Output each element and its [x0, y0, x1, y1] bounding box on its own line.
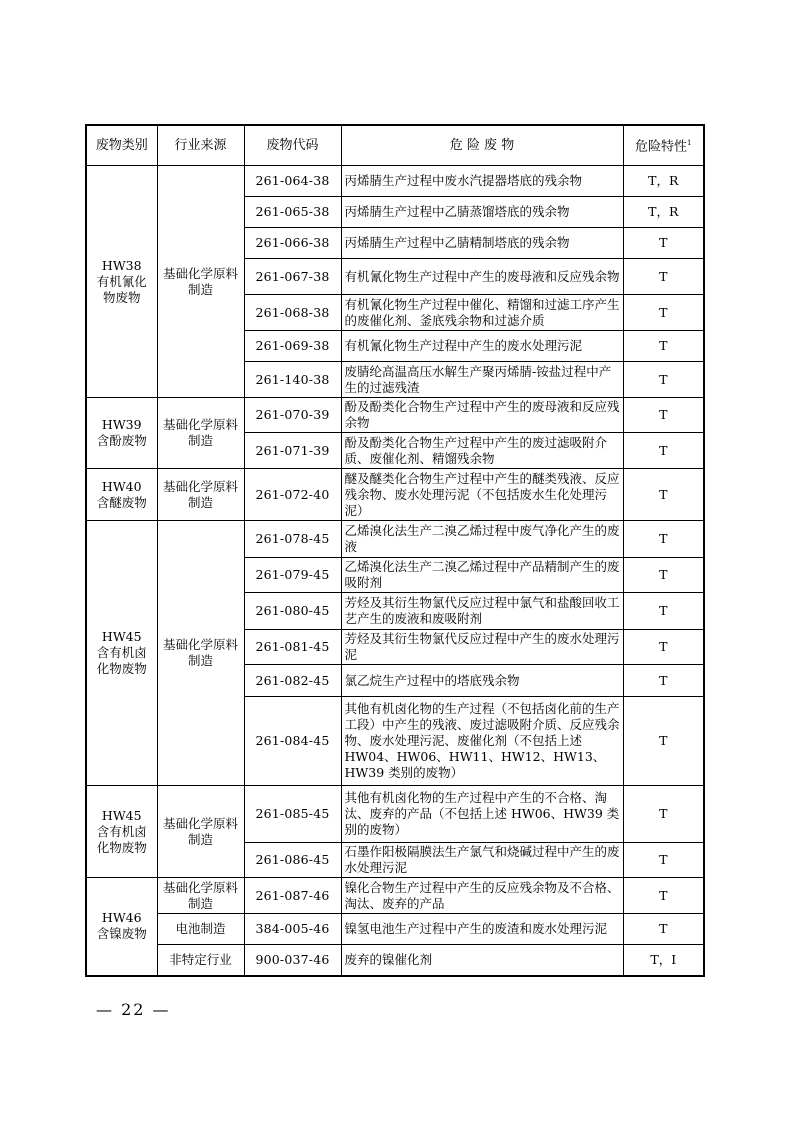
hazard-property-cell: T: [623, 469, 704, 521]
cell-line: HW45: [101, 629, 142, 644]
waste-code-cell: 261-070-39: [244, 398, 341, 433]
waste-description-cell: 丙烯腈生产过程中乙腈蒸馏塔底的残余物: [341, 197, 623, 228]
cell-line: 基础化学原料: [162, 265, 238, 281]
waste-category-cell: [86, 878, 157, 976]
waste-description-cell: 丙烯腈生产过程中废水汽提器塔底的残余物: [341, 166, 623, 197]
hazard-property-cell: T，R: [623, 197, 704, 228]
waste-code-cell: 261-071-39: [244, 433, 341, 469]
cell-line: 含镍废物: [96, 926, 147, 942]
cell-line: 制造: [187, 281, 213, 297]
waste-code-cell: 261-081-45: [244, 630, 341, 665]
waste-description-cell: 芳烃及其衍生物氯代反应过程中氯气和盐酸回收工艺产生的废液和废吸附剂: [341, 593, 623, 630]
waste-category-cell: [86, 469, 157, 521]
waste-description-cell: 醚及醚类化合物生产过程中产生的醚类残液、反应残余物、废水处理污泥（不包括废水生化处理污泥）: [341, 469, 623, 521]
table-row: [86, 914, 704, 945]
industry-source-cell: [157, 914, 244, 945]
cell-line: 含醚废物: [96, 494, 147, 510]
hazardous-waste-table: [85, 124, 705, 977]
cell-line: 基础化学原料: [162, 815, 238, 831]
hazard-property-cell: T: [623, 786, 704, 843]
hazard-property-cell: T: [623, 433, 704, 469]
cell-line: 制造: [187, 433, 213, 448]
waste-code-cell: 261-085-45: [244, 786, 341, 843]
waste-category-cell: [86, 786, 157, 878]
cell-line: HW40: [101, 478, 142, 494]
industry-source-cell: [157, 398, 244, 469]
waste-code-cell: 261-072-40: [244, 469, 341, 521]
cell-line: 有机氰化: [96, 273, 147, 289]
waste-code-cell: 261-140-38: [244, 362, 341, 398]
waste-code-cell: 261-084-45: [244, 697, 341, 786]
waste-code-cell: 261-087-46: [244, 878, 341, 914]
footnote-marker: 1: [687, 139, 692, 148]
waste-description-cell: 废腈纶高温高压水解生产聚丙烯腈-铵盐过程中产生的过滤残渣: [341, 362, 623, 398]
hazard-property-cell: T: [623, 398, 704, 433]
waste-code-cell: 261-079-45: [244, 558, 341, 593]
hazard-property-cell: T: [623, 228, 704, 259]
header-code: 废物代码: [244, 125, 341, 166]
hazard-property-cell: T: [623, 914, 704, 945]
cell-line: 化物废物: [96, 661, 147, 676]
waste-description-cell: 镍氢电池生产过程中产生的废渣和废水处理污泥: [341, 914, 623, 945]
waste-description-cell: 镍化合物生产过程中产生的反应残余物及不合格、淘汰、废弃的产品: [341, 878, 623, 914]
industry-source-cell: [157, 945, 244, 976]
table-row: [86, 945, 704, 976]
industry-source-cell: [157, 878, 244, 914]
cell-line: 基础化学原料: [162, 637, 238, 652]
hazard-property-cell: T: [623, 295, 704, 331]
cell-line: 化物废物: [96, 839, 147, 855]
industry-source-cell: [157, 521, 244, 786]
cell-line: 物废物: [102, 289, 141, 305]
header-industry: 行业来源: [157, 125, 244, 166]
cell-line: HW46: [101, 910, 142, 926]
waste-code-cell: 384-005-46: [244, 914, 341, 945]
waste-description-cell: 石墨作阳极隔膜法生产氯气和烧碱过程中产生的废水处理污泥: [341, 843, 623, 878]
hazard-property-cell: T: [623, 558, 704, 593]
waste-description-cell: 氯乙烷生产过程中的塔底残余物: [341, 665, 623, 697]
waste-description-cell: 芳烃及其衍生物氯代反应过程中产生的废水处理污泥: [341, 630, 623, 665]
hazard-property-cell: T: [623, 331, 704, 362]
waste-code-cell: 261-078-45: [244, 521, 341, 558]
waste-description-cell: 有机氰化物生产过程中催化、精馏和过滤工序产生的废催化剂、釜底残余物和过滤介质: [341, 295, 623, 331]
header-category: 废物类别: [86, 125, 157, 166]
hazard-property-cell: T: [623, 259, 704, 295]
waste-description-cell: 其他有机卤化物的生产过程中产生的不合格、淘汰、废弃的产品（不包括上述 HW06、HW39 类别的废物）: [341, 786, 623, 843]
waste-description-cell: 丙烯腈生产过程中乙腈精制塔底的残余物: [341, 228, 623, 259]
cell-line: 基础化学原料: [162, 478, 238, 494]
waste-description-cell: 乙烯溴化法生产二溴乙烯过程中产品精制产生的废吸附剂: [341, 558, 623, 593]
waste-description-cell: 有机氰化物生产过程中产生的废母液和反应残余物: [341, 259, 623, 295]
waste-category-cell: [86, 521, 157, 786]
hazard-property-cell: T，R: [623, 166, 704, 197]
waste-description-cell: 酚及酚类化合物生产过程中产生的废过滤吸附介质、废催化剂、精馏残余物: [341, 433, 623, 469]
table-row: [86, 878, 704, 914]
header-property: 危险特性$^1$: [623, 125, 704, 166]
industry-source-cell: [157, 786, 244, 878]
cell-line: 制造: [187, 831, 213, 847]
waste-code-cell: 261-069-38: [244, 331, 341, 362]
hazard-property-cell: T，I: [623, 945, 704, 976]
waste-code-cell: 900-037-46: [244, 945, 341, 976]
table-row: [86, 398, 704, 433]
waste-category-cell: [86, 398, 157, 469]
waste-code-cell: 261-064-38: [244, 166, 341, 197]
cell-line: 含有机卤: [96, 645, 147, 660]
table-row: [86, 469, 704, 521]
table-row: [86, 521, 704, 558]
cell-line: 制造: [187, 653, 213, 668]
hazard-property-cell: T: [623, 878, 704, 914]
table-row: [86, 166, 704, 197]
waste-description-cell: 其他有机卤化物的生产过程（不包括卤化前的生产工段）中产生的残液、废过滤吸附介质、反应残余物、废水处理污泥、废催化剂（不包括上述HW04、HW06、HW11、HW12、HW13、HW39 类别的废物）: [341, 697, 623, 786]
waste-code-cell: 261-066-38: [244, 228, 341, 259]
waste-code-cell: 261-067-38: [244, 259, 341, 295]
hazard-property-cell: T: [623, 362, 704, 398]
waste-description-cell: 酚及酚类化合物生产过程中产生的废母液和反应残余物: [341, 398, 623, 433]
cell-line: 基础化学原料: [162, 417, 238, 432]
waste-code-cell: 261-082-45: [244, 665, 341, 697]
waste-description-cell: 废弃的镍催化剂: [341, 945, 623, 976]
cell-line: 电池制造: [175, 921, 226, 936]
waste-code-cell: 261-065-38: [244, 197, 341, 228]
waste-description-cell: 乙烯溴化法生产二溴乙烯过程中废气净化产生的废液: [341, 521, 623, 558]
waste-code-cell: 261-080-45: [244, 593, 341, 630]
hazard-property-cell: T: [623, 630, 704, 665]
waste-code-cell: 261-068-38: [244, 295, 341, 331]
cell-line: 制造: [187, 494, 213, 510]
hazard-property-cell: T: [623, 593, 704, 630]
industry-source-cell: [157, 469, 244, 521]
cell-line: 非特定行业: [169, 951, 232, 967]
industry-source-cell: [157, 166, 244, 398]
header-waste: 危 险 废 物: [341, 125, 623, 166]
hazard-property-cell: T: [623, 843, 704, 878]
waste-description-cell: 有机氰化物生产过程中产生的废水处理污泥: [341, 331, 623, 362]
waste-category-cell: [86, 166, 157, 398]
cell-line: 基础化学原料: [162, 879, 238, 895]
waste-code-cell: 261-086-45: [244, 843, 341, 878]
cell-line: HW38: [101, 257, 142, 273]
hazard-property-cell: T: [623, 521, 704, 558]
hazard-property-cell: T: [623, 665, 704, 697]
cell-line: 含酚废物: [96, 433, 147, 448]
cell-line: HW45: [101, 807, 142, 823]
hazard-property-cell: T: [623, 697, 704, 786]
cell-line: HW39: [101, 417, 142, 432]
table-row: [86, 786, 704, 843]
cell-line: 制造: [187, 895, 213, 911]
header-row: [86, 125, 704, 166]
page-number: — 22 —: [96, 1000, 171, 1019]
cell-line: 含有机卤: [96, 823, 147, 839]
